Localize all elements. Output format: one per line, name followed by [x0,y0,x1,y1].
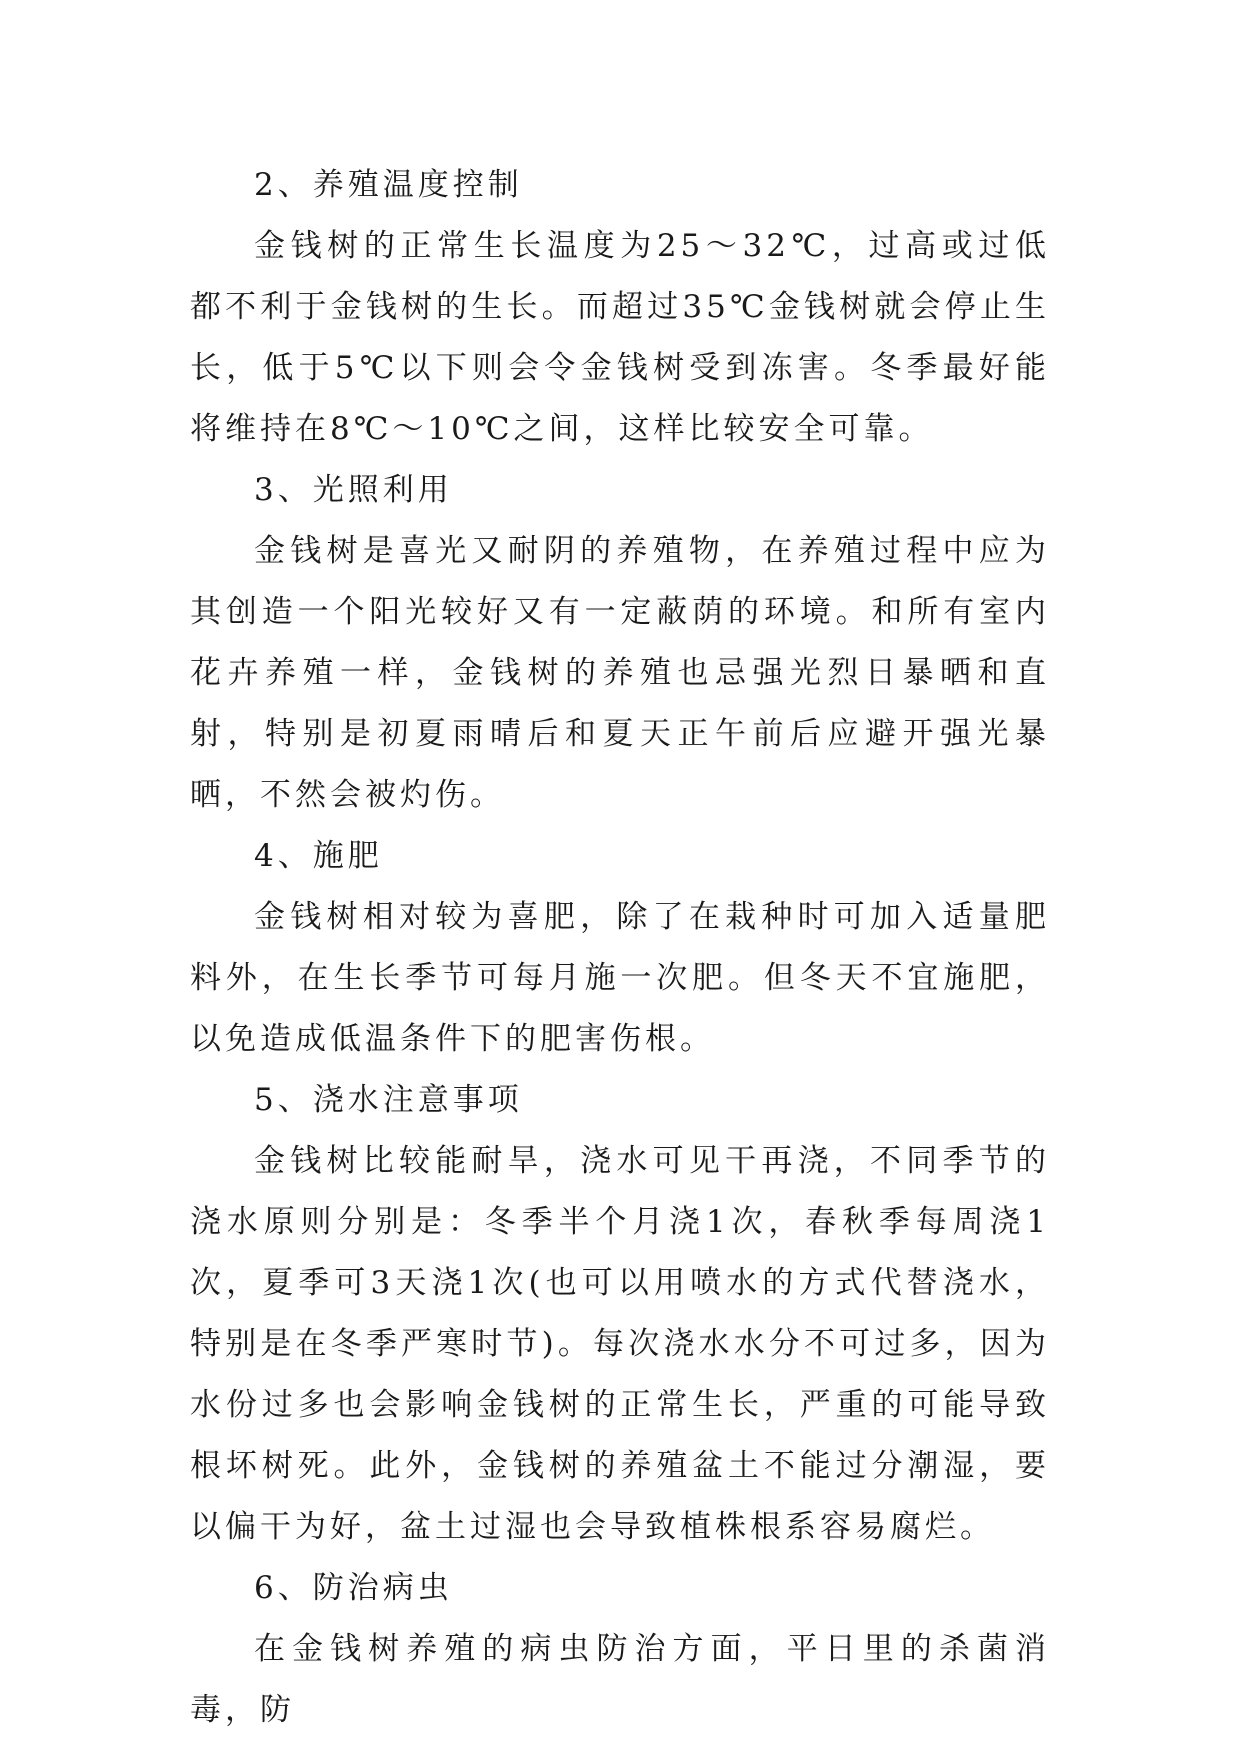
document-body [190,155,1050,1741]
section-heading-watering: 5、浇水注意事项 [254,1082,523,1118]
paragraph-pest-control: 在金钱树养殖的病虫防治方面，平日里的杀菌消毒，防 [190,1631,1050,1728]
paragraph-fertilizer: 金钱树相对较为喜肥，除了在栽种时可加入适量肥料外，在生长季节可每月施一次肥。但冬天不宜施肥，以免造成低温条件下的肥害伤根。 [190,899,1050,1057]
paragraph-light: 金钱树是喜光又耐阴的养殖物，在养殖过程中应为其创造一个阳光较好又有一定蔽荫的环境。和所有室内花卉养殖一样，金钱树的养殖也忌强光烈日暴晒和直射，特别是初夏雨晴后和夏天正午前后应避开强光暴晒，不然会被灼伤。 [190,533,1050,813]
section-heading-fertilizer: 4、施肥 [254,838,383,874]
paragraph-temperature: 金钱树的正常生长温度为25～32℃，过高或过低都不利于金钱树的生长。而超过35℃金钱树就会停止生长，低于5℃以下则会令金钱树受到冻害。冬季最好能将维持在8℃～10℃之间，这样比较安全可靠。 [190,228,1050,447]
paragraph-watering: 金钱树比较能耐旱，浇水可见干再浇，不同季节的浇水原则分别是：冬季半个月浇1次，春秋季每周浇1次，夏季可3天浇1次(也可以用喷水的方式代替浇水，特别是在冬季严寒时节)。每次浇水水分不可过多，因为水份过多也会影响金钱树的正常生长，严重的可能导致根坏树死。此外，金钱树的养殖盆土不能过分潮湿，要以偏干为好，盆土过湿也会导致植株根系容易腐烂。 [190,1143,1050,1545]
section-heading-pest-control: 6、防治病虫 [254,1570,453,1606]
section-heading-temperature: 2、养殖温度控制 [254,167,523,203]
section-heading-light: 3、光照利用 [254,472,453,508]
